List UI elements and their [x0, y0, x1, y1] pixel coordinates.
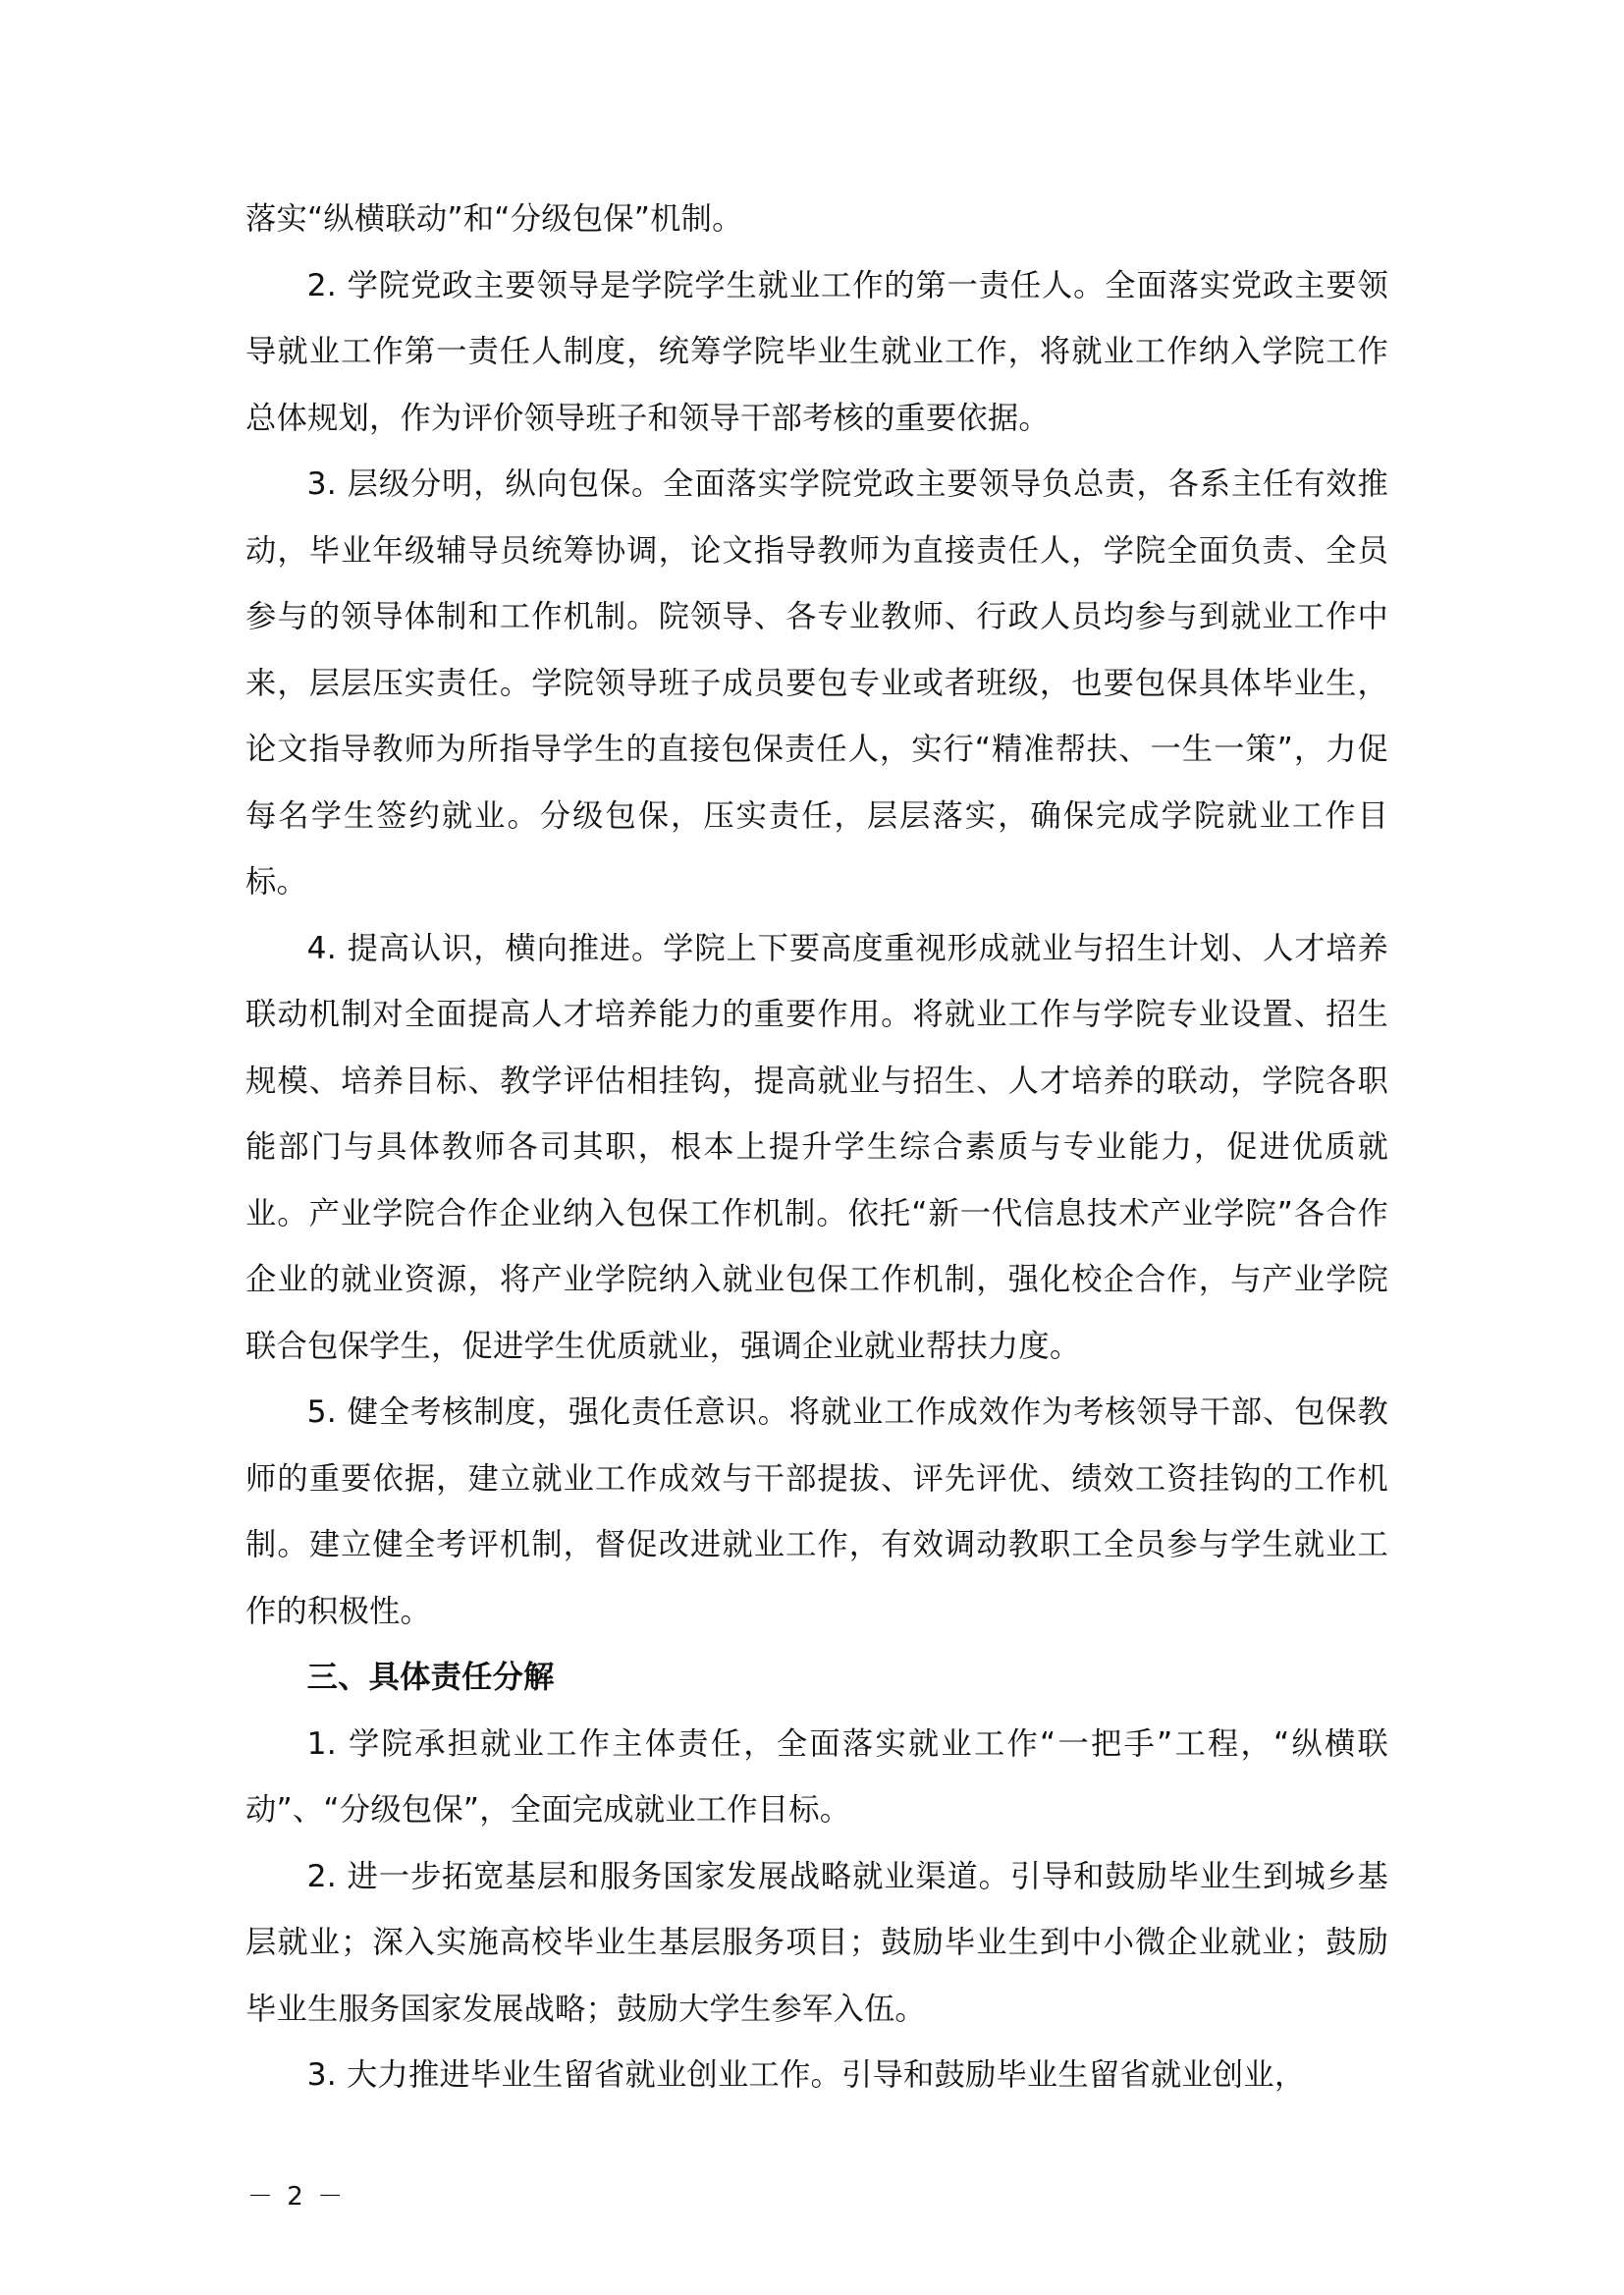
section-heading-responsibility: 三、具体责任分解 — [306, 1660, 555, 1695]
paragraph-resp-1: 1. 学院承担就业工作主体责任，全面落实就业工作“一把手”工程，“纵横联动”、“分级包保”，全面完成就业工作目标。 — [245, 1725, 1388, 1828]
paragraph-item-5-assessment: 5. 健全考核制度，强化责任意识。将就业工作成效作为考核领导干部、包保教师的重要依据，建立就业工作成效与干部提拔、评先评优、绩效工资挂钩的工作机制。建立健全考评机制，督促改进就业工作，有效调动教职工全员参与学生就业工作的积极性。 — [245, 1394, 1388, 1629]
document-body — [245, 187, 1388, 2109]
paragraph-resp-2: 2. 进一步拓宽基层和服务国家发展战略就业渠道。引导和鼓励毕业生到城乡基层就业；深入实施高校毕业生基层服务项目；鼓励毕业生到中小微企业就业；鼓励毕业生服务国家发展战略；鼓励大学生参军入伍。 — [245, 1858, 1388, 2027]
paragraph-item-2-leadership: 2. 学院党政主要领导是学院学生就业工作的第一责任人。全面落实党政主要领导就业工作第一责任人制度，统筹学院毕业生就业工作，将就业工作纳入学院工作总体规划，作为评价领导班子和领导干部考核的重要依据。 — [245, 267, 1388, 436]
page-number: － 2 － — [247, 2182, 347, 2212]
paragraph-item-4-horizontal: 4. 提高认识，横向推进。学院上下要高度重视形成就业与招生计划、人才培养联动机制对全面提高人才培养能力的重要作用。将就业工作与学院专业设置、招生规模、培养目标、教学评估相挂钩，提高就业与招生、人才培养的联动，学院各职能部门与具体教师各司其职，根本上提升学生综合素质与专业能力，促进优质就业。产业学院合作企业纳入包保工作机制。依托“新一代信息技术产业学院”各合作企业的就业资源，将产业学院纳入就业包保工作机制，强化校企合作，与产业学院联合包保学生，促进学生优质就业，强调企业就业帮扶力度。 — [245, 930, 1388, 1364]
paragraph-continuation: 落实“纵横联动”和“分级包保”机制。 — [245, 201, 743, 237]
paragraph-resp-3: 3. 大力推进毕业生留省就业创业工作。引导和鼓励毕业生留省就业创业， — [306, 2057, 1306, 2093]
paragraph-item-3-vertical: 3. 层级分明，纵向包保。全面落实学院党政主要领导负总责，各系主任有效推动，毕业年级辅导员统筹协调，论文指导教师为直接责任人，学院全面负责、全员参与的领导体制和工作机制。院领导、各专业教师、行政人员均参与到就业工作中来，层层压实责任。学院领导班子成员要包专业或者班级，也要包保具体毕业生，论文指导教师为所指导学生的直接包保责任人，实行“精准帮扶、一生一策”，力促每名学生签约就业。分级包保，压实责任，层层落实，确保完成学院就业工作目标。 — [245, 466, 1388, 900]
